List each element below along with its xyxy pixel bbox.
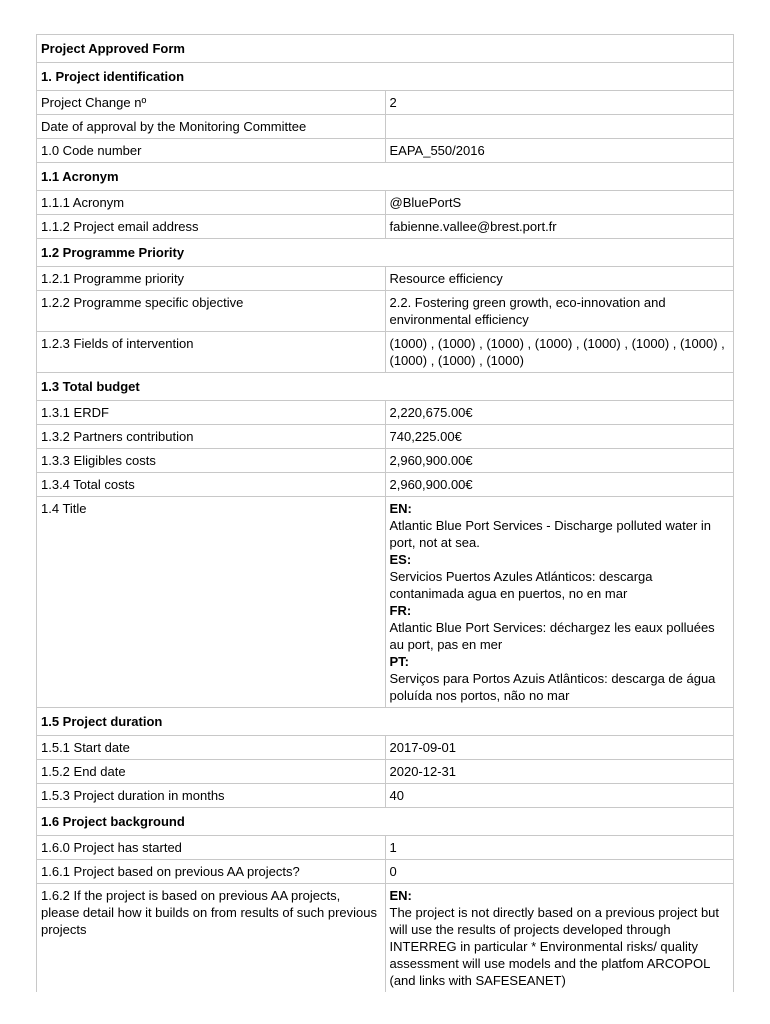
- field-label: 1.1.1 Acronym: [37, 191, 386, 215]
- table-row: [37, 473, 734, 497]
- field-value: 2020-12-31: [385, 760, 734, 784]
- field-value: 2,960,900.00€: [385, 449, 734, 473]
- field-value: 740,225.00€: [385, 425, 734, 449]
- table-row: [37, 860, 734, 884]
- table-row: [37, 784, 734, 808]
- field-value: 2.2. Fostering green growth, eco-innovation and environmental efficiency: [385, 291, 734, 332]
- title-pt: Serviços para Portos Azuis Atlânticos: descarga de água poluída nos portos, não no mar: [389, 671, 716, 703]
- title-en: Atlantic Blue Port Services - Discharge polluted water in port, not at sea.: [389, 518, 712, 550]
- field-label: 1.3.2 Partners contribution: [37, 425, 386, 449]
- field-label: 1.6.0 Project has started: [37, 836, 386, 860]
- section-heading-acronym: 1.1 Acronym: [37, 163, 734, 191]
- table-row: [37, 332, 734, 373]
- field-label: Date of approval by the Monitoring Committee: [37, 115, 386, 139]
- table-row: [37, 267, 734, 291]
- table-row: [37, 736, 734, 760]
- lang-tag-en: EN:: [389, 888, 412, 903]
- field-label: 1.5.2 End date: [37, 760, 386, 784]
- section-heading-total-budget: 1.3 Total budget: [37, 373, 734, 401]
- field-label: 1.2.2 Programme specific objective: [37, 291, 386, 332]
- field-value: 2017-09-01: [385, 736, 734, 760]
- title-value: [385, 497, 734, 708]
- table-row: [37, 115, 734, 139]
- section-heading-programme-priority: 1.2 Programme Priority: [37, 239, 734, 267]
- field-label: 1.5.1 Start date: [37, 736, 386, 760]
- title-fr: Atlantic Blue Port Services: déchargez les eaux polluées au port, pas en mer: [389, 620, 715, 652]
- lang-tag-fr: FR:: [389, 603, 412, 618]
- table-row: [37, 836, 734, 860]
- table-row: [37, 401, 734, 425]
- lang-tag-es: ES:: [389, 552, 412, 567]
- table-row: [37, 425, 734, 449]
- lang-tag-en: EN:: [389, 501, 412, 516]
- section-heading-project-background: 1.6 Project background: [37, 808, 734, 836]
- field-value: @BluePortS: [385, 191, 734, 215]
- field-value: [385, 884, 734, 993]
- field-label: 1.4 Title: [37, 497, 386, 708]
- table-row: [37, 291, 734, 332]
- field-value: 2,960,900.00€: [385, 473, 734, 497]
- section-heading-project-duration: 1.5 Project duration: [37, 708, 734, 736]
- field-value: EAPA_550/2016: [385, 139, 734, 163]
- field-value: (1000) , (1000) , (1000) , (1000) , (1000) , (1000) , (1000) , (1000) , (1000) , (1000): [385, 332, 734, 373]
- table-row: [37, 191, 734, 215]
- field-value: [385, 115, 734, 139]
- field-value: 40: [385, 784, 734, 808]
- field-label: 1.3.4 Total costs: [37, 473, 386, 497]
- field-label: 1.3.3 Eligibles costs: [37, 449, 386, 473]
- builds-en: The project is not directly based on a previous project but will use the results of projects developed through INTERREG in particular * Environmental risks/ quality assessment will use models and the platfom ARCOPOL (and links with SAFESEANET): [389, 905, 720, 988]
- title-es: Servicios Puertos Azules Atlánticos: descarga contanimada agua en puertos, no en mar: [389, 569, 653, 601]
- project-approved-form: [36, 34, 734, 992]
- table-row: [37, 91, 734, 115]
- table-row: [37, 449, 734, 473]
- field-value: 2: [385, 91, 734, 115]
- lang-tag-pt: PT:: [389, 654, 409, 669]
- table-row: [37, 215, 734, 239]
- field-label: 1.2.3 Fields of intervention: [37, 332, 386, 373]
- email-value: fabienne.vallee@brest.port.fr: [385, 215, 734, 239]
- field-label: Project Change nº: [37, 91, 386, 115]
- field-value: 1: [385, 836, 734, 860]
- field-label: 1.5.3 Project duration in months: [37, 784, 386, 808]
- field-value: Resource efficiency: [385, 267, 734, 291]
- field-value: 2,220,675.00€: [385, 401, 734, 425]
- section-heading-project-identification: 1. Project identification: [37, 63, 734, 91]
- form-title: Project Approved Form: [37, 35, 734, 63]
- field-label: 1.1.2 Project email address: [37, 215, 386, 239]
- field-value: 0: [385, 860, 734, 884]
- field-label: 1.6.1 Project based on previous AA projects?: [37, 860, 386, 884]
- table-row: [37, 760, 734, 784]
- field-label: 1.0 Code number: [37, 139, 386, 163]
- table-row: [37, 884, 734, 993]
- field-label: 1.2.1 Programme priority: [37, 267, 386, 291]
- field-label: 1.3.1 ERDF: [37, 401, 386, 425]
- table-row: [37, 139, 734, 163]
- table-row: [37, 497, 734, 708]
- field-label: 1.6.2 If the project is based on previous AA projects, please detail how it builds on from results of such previous projects: [37, 884, 386, 993]
